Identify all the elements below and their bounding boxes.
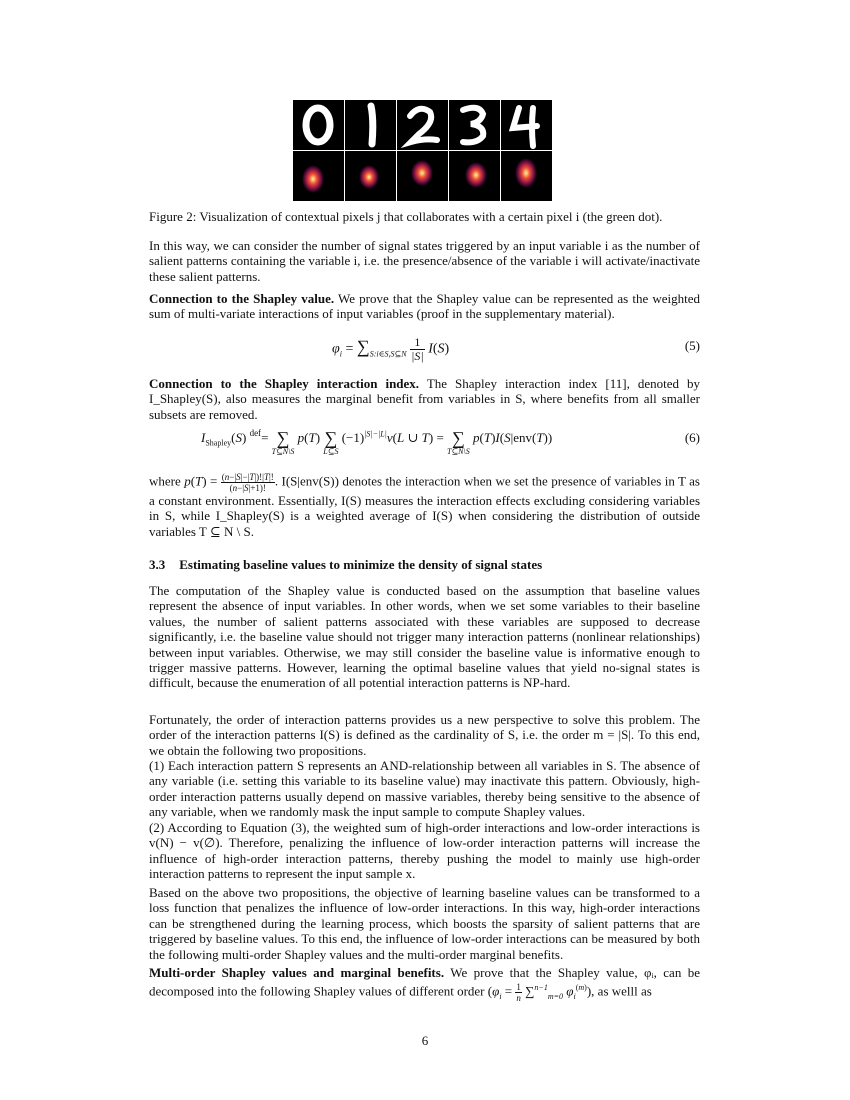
heatmap-2 [397,151,448,201]
digit-image-1 [345,100,396,150]
digit-row [293,100,555,150]
paragraph-where: where p(T) = $\frac{(n-|S|-|T|)!|T|!}{(n-|S|+1)!}$ . I(S|env(S)) denotes the interaction when we set the presence of variables in T as a constant environment. Essentially, I(S) measures the interaction effects excluding considering variables in S, while I_Shapley(S) is a weighted average of I(S) when considering the distribution of outside variables T ⊆ N \ S. [149,472,700,539]
paragraph-interaction-index [149,376,700,422]
where-text: . I(S|env(S)) denotes the interaction when we set the presence of variables in T as a constant environment. Essentially, I(S) measures the interaction effects excluding considering variables in S, while I_Shapley(S) is a weighted average of I(S) when considering the distribution of outside variables T ⊆ N \ S. [149,473,700,539]
interaction-heading: Connection to the Shapley interaction index. [149,376,420,391]
multi-heading: Multi-order Shapley values and marginal benefits. [149,965,445,980]
equation-6: $I_{Shapley}(S)$ $^{def}$= ∑ T⊆N\S p(T) ∑ L⊆S $(-1)^{|S|-|L|}v(L$ ∪ T) = ∑ T⊆N\S p(T)I(S|env(T)) (6) [201,428,700,456]
multi-text-2: , as welll as [591,983,652,999]
paragraph-multi-order: Multi-order Shapley values and marginal benefits. We prove that the Shapley value, φᵢ, can be decomposed into the following Shapley values of different order ($\varphi_i$ = $\frac{1}{n}$ ∑$^{n-1}_{m=0}$ $\varphi_i^{(m)}$), as welll as [149,965,700,1004]
shapley-heading: Connection to the Shapley value. [149,291,335,306]
equation-5: $\varphi_i = \sum_{S:i\in S,S⊆N}$ $\frac{1}{|S|}$ I(S) (5) [332,335,700,363]
digit-image-4 [501,100,552,150]
interaction-text: The Shapley interaction index [11], denoted by I_Shapley(S), also measures the marginal benefit from variables in S, where benefits from all smaller subsets are removed. [149,376,701,422]
digit-image-3 [449,100,500,150]
paragraph-signal-states: In this way, we can consider the number of signal states triggered by an input variable i as the number of salient patterns containing the variable i, i.e. the presence/absence of the variable i will activate/inactivate these salient patterns. [149,238,700,284]
digit-image-2 [397,100,448,150]
heatmap-row [293,151,555,201]
digit-image-0 [293,100,344,150]
equation-5-number: (5) [684,338,700,353]
heatmap-1 [345,151,396,201]
paragraph-shapley-connection [149,291,700,322]
paragraph-order-perspective: Fortunately, the order of interaction patterns provides us a new perspective to solve this problem. The order of the interaction patterns I(S) is defined as the cardinality of S, i.e. the order m = |S|. To this end, we obtain the following two propositions. [149,712,700,758]
heatmap-0 [293,151,344,201]
proposition-2: (2) According to Equation (3), the weighted sum of high-order interactions and low-order interactions is v(N) − v(∅). Therefore, penalizing the influence of low-order interaction patterns will increase the influence of high-order interaction patterns, thereby pushing the model to mainly use high-order interaction patterns to represent the input sample x. [149,820,700,882]
proposition-1: (1) Each interaction pattern S represents an AND-relationship between all variables in S. The absence of any variable (i.e. setting this variable to its baseline value) may inactivate this pattern. Obviously, high-order interaction patterns usually depend on massive variables, thereby being sensitive to the absence of any variable, when we randomly mask the input sample to compute Shapley values. [149,758,700,820]
section-title: Estimating baseline values to minimize the density of signal states [179,557,543,572]
heatmap-4 [501,151,552,201]
figure-2 [293,100,555,200]
section-heading [149,557,556,573]
multi-text-1: We prove that the Shapley value, φᵢ, can be decomposed into the following Shapley values of different order [149,965,700,999]
paragraph-loss-function: Based on the above two propositions, the objective of learning baseline values can be transformed to a loss function that penalizes the influence of low-order interactions. In this way, high-order interactions can be strengthened during the learning process, which boosts the sparsity of salient patterns that are triggered by baseline values. To this end, the influence of low-order interactions can be measured by both the following multi-order Shapley values and the multi-order marginal benefits. [149,885,700,962]
paragraph-baseline-assumption: The computation of the Shapley value is conducted based on the assumption that baseline values represent the absence of input variables. In other words, when we set some variables to their baseline values, the number of salient patterns associated with these variables are supposed to decrease significantly, i.e. the baseline value should not trigger many interaction patterns (nonlinear relationships) between input variables. Otherwise, we may still consider the baseline value is informative enough to trigger massive patterns. However, learning the optimal baseline values that yield no-signal states is difficult, because the enumeration of all potential interaction patterns is NP-hard. [149,583,700,691]
shapley-text: We prove that the Shapley value can be represented as the weighted sum of multi-variate interactions of input variables (proof in the supplementary material). [149,291,701,322]
figure-caption: Figure 2: Visualization of contextual pixels j that collaborates with a certain pixel i (the green dot). [149,209,663,224]
section-number: 3.3 [149,557,166,572]
page-number: 6 [421,1033,429,1048]
equation-6-number: (6) [684,430,700,445]
heatmap-3 [449,151,500,201]
